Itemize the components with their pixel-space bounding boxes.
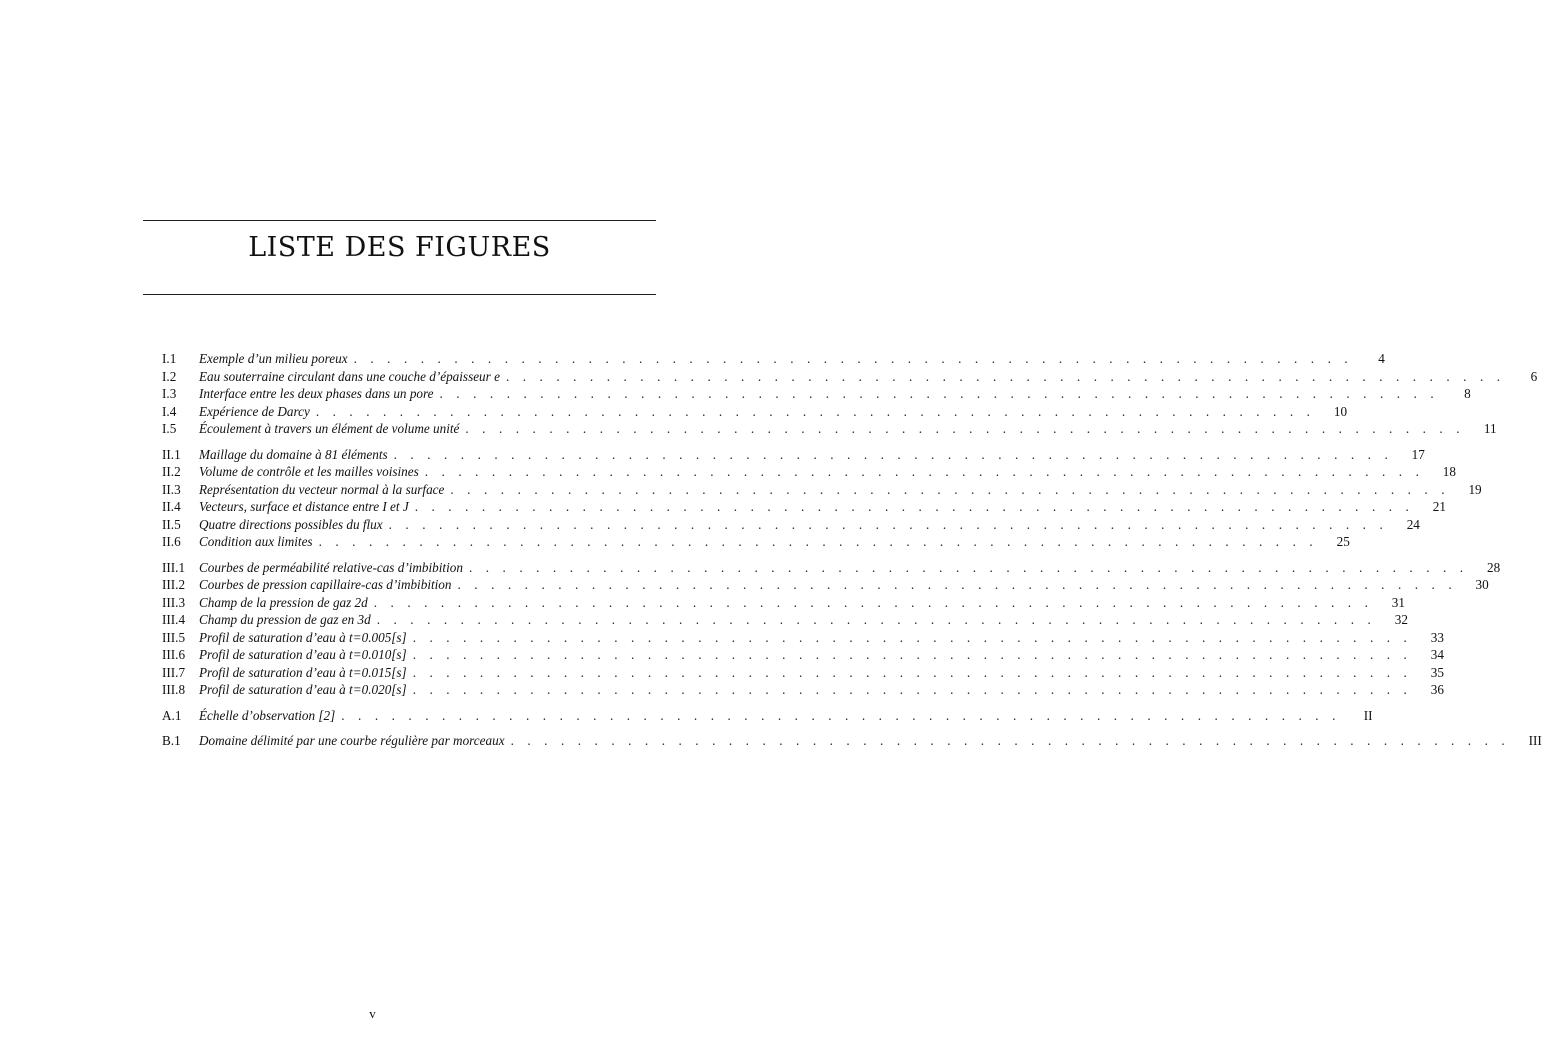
figure-number: I.4 [162,403,177,419]
figure-group [162,732,1542,750]
figure-entry[interactable] [162,350,1385,368]
page-reference: 21 [1432,499,1446,514]
figure-entry[interactable] [162,498,1446,516]
page-reference: 36 [1430,682,1444,697]
figure-caption: Champ de la pression de gaz 2d [199,594,368,610]
page-reference: 33 [1430,629,1444,645]
figure-number: II.4 [162,499,181,514]
figure-group [162,707,1373,725]
figure-caption: Vecteurs, surface et distance entre I et J [199,499,409,514]
figure-caption: Condition aux limites [199,534,313,549]
figure-caption: Domaine délimité par une courbe régulière par morceaux [199,733,505,748]
figure-number: III.8 [162,682,186,697]
figure-number: B.1 [162,733,181,748]
figure-entry[interactable] [162,594,1405,612]
page-reference: III [1528,733,1542,748]
figure-number: A.1 [162,707,182,723]
dot-leader: . . . . . . . . . . . . . . . . . . . . . . . . . . . . . . . . . . . . . . . . . . . . . . . . . . . . . . . . . . . . [376,612,1376,627]
dot-leader: . . . . . . . . . . . . . . . . . . . . . . . . . . . . . . . . . . . . . . . . . . . . . . . . . . . . . . . . . . . . [439,386,1439,401]
page-reference: 25 [1336,534,1350,549]
figure-group [162,446,1482,551]
figure-caption: Représentation du vecteur normal à la surface [199,481,445,497]
dot-leader: . . . . . . . . . . . . . . . . . . . . . . . . . . . . . . . . . . . . . . . . . . . . . . . . . . . . . . . . . . . . [465,421,1465,436]
page-reference: 19 [1468,481,1482,497]
figure-caption: Profil de saturation d’eau à t=0.020[s] [199,682,407,697]
figure-number: III.4 [162,612,186,627]
dot-leader: . . . . . . . . . . . . . . . . . . . . . . . . . . . . . . . . . . . . . . . . . . . . . . . . . . . . . . . . . . . . [414,499,1414,514]
dot-leader: . . . . . . . . . . . . . . . . . . . . . . . . . . . . . . . . . . . . . . . . . . . . . . . . . . . . . . . . . . . . [393,446,1393,462]
figure-list [162,350,1542,758]
figure-number: III.6 [162,647,186,662]
figure-entry[interactable] [162,576,1489,594]
page-reference: 17 [1411,446,1425,462]
dot-leader: . . . . . . . . . . . . . . . . . . . . . . . . . . . . . . . . . . . . . . . . . . . . . . . . . . . . . . . . . . . . [505,368,1506,384]
page-reference: 35 [1430,664,1444,680]
figure-entry[interactable] [162,611,1408,629]
dot-leader: . . . . . . . . . . . . . . . . . . . . . . . . . . . . . . . . . . . . . . . . . . . . . . . . . . . . . . . . . . . . [450,481,1450,497]
figure-entry[interactable] [162,629,1444,647]
figure-number: II.2 [162,464,181,479]
figure-group [162,350,1538,438]
figure-number: I.2 [162,368,177,384]
figure-entry[interactable] [162,385,1471,403]
dot-leader: . . . . . . . . . . . . . . . . . . . . . . . . . . . . . . . . . . . . . . . . . . . . . . . . . . . . . . . . . . . . [388,516,1388,532]
dot-leader: . . . . . . . . . . . . . . . . . . . . . . . . . . . . . . . . . . . . . . . . . . . . . . . . . . . . . . . . . . . . [315,403,1316,419]
figure-caption: Expérience de Darcy [199,403,310,419]
figure-entry[interactable] [162,446,1425,464]
page-number: v [369,1006,376,1021]
figure-entry[interactable] [162,481,1482,499]
dot-leader: . . . . . . . . . . . . . . . . . . . . . . . . . . . . . . . . . . . . . . . . . . . . . . . . . . . . . . . . . . . . [318,534,1318,549]
figure-caption: Profil de saturation d’eau à t=0.015[s] [199,664,407,680]
figure-caption: Courbes de perméabilité relative-cas d’imbibition [199,559,463,575]
figure-entry[interactable] [162,463,1456,481]
page-reference: 32 [1394,612,1408,627]
page-reference: 28 [1487,559,1501,575]
dot-leader: . . . . . . . . . . . . . . . . . . . . . . . . . . . . . . . . . . . . . . . . . . . . . . . . . . . . . . . . . . . . [424,464,1424,479]
dot-leader: . . . . . . . . . . . . . . . . . . . . . . . . . . . . . . . . . . . . . . . . . . . . . . . . . . . . . . . . . . . . [353,351,1353,366]
dot-leader: . . . . . . . . . . . . . . . . . . . . . . . . . . . . . . . . . . . . . . . . . . . . . . . . . . . . . . . . . . . . [412,629,1412,645]
page-reference: 4 [1378,351,1385,366]
page-reference: 10 [1333,403,1348,419]
page-reference: 30 [1475,577,1489,592]
figure-caption: Exemple d’un milieu poreux [199,351,348,366]
page-reference: II [1363,707,1373,723]
bottom-rule [143,294,656,295]
figure-entry[interactable] [162,732,1542,750]
page-title: LISTE DES FIGURES [248,232,551,263]
figure-number: I.3 [162,386,177,401]
dot-leader: . . . . . . . . . . . . . . . . . . . . . . . . . . . . . . . . . . . . . . . . . . . . . . . . . . . . . . . . . . . . [412,664,1412,680]
figure-group [162,559,1501,699]
figure-caption: Champ du pression de gaz en 3d [199,612,371,627]
figure-entry[interactable] [162,403,1348,421]
figure-number: II.1 [162,446,181,462]
figure-number: I.5 [162,421,177,436]
figure-entry[interactable] [162,368,1538,386]
dot-leader: . . . . . . . . . . . . . . . . . . . . . . . . . . . . . . . . . . . . . . . . . . . . . . . . . . . . . . . . . . . . [341,707,1341,723]
figure-number: I.1 [162,351,177,366]
figure-entry[interactable] [162,646,1444,664]
figure-caption: Échelle d’observation [2] [199,707,336,723]
dot-leader: . . . . . . . . . . . . . . . . . . . . . . . . . . . . . . . . . . . . . . . . . . . . . . . . . . . . . . . . . . . . [468,559,1469,575]
dot-leader: . . . . . . . . . . . . . . . . . . . . . . . . . . . . . . . . . . . . . . . . . . . . . . . . . . . . . . . . . . . . [412,682,1412,697]
figure-entry[interactable] [162,516,1420,534]
dot-leader: . . . . . . . . . . . . . . . . . . . . . . . . . . . . . . . . . . . . . . . . . . . . . . . . . . . . . . . . . . . . [510,733,1510,748]
figure-caption: Volume de contrôle et les mailles voisines [199,464,419,479]
figure-number: II.5 [162,516,181,532]
page-reference: 18 [1442,464,1456,479]
figure-caption: Écoulement à travers un élément de volume unité [199,421,460,436]
figure-entry[interactable] [162,420,1497,438]
top-rule [143,220,656,221]
figure-caption: Eau souterraine circulant dans une couche d’épaisseur e [199,368,500,384]
figure-number: III.3 [162,594,186,610]
figure-number: III.2 [162,577,186,592]
page-reference: 24 [1406,516,1420,532]
page-reference: 34 [1430,647,1444,662]
page-reference: 6 [1530,368,1538,384]
figure-caption: Interface entre les deux phases dans un pore [199,386,434,401]
figure-caption: Quatre directions possibles du flux [199,516,383,532]
figure-entry[interactable] [162,681,1444,699]
figure-number: II.6 [162,534,181,549]
dot-leader: . . . . . . . . . . . . . . . . . . . . . . . . . . . . . . . . . . . . . . . . . . . . . . . . . . . . . . . . . . . . [412,647,1412,662]
figure-caption: Profil de saturation d’eau à t=0.010[s] [199,647,407,662]
figure-number: III.7 [162,664,186,680]
dot-leader: . . . . . . . . . . . . . . . . . . . . . . . . . . . . . . . . . . . . . . . . . . . . . . . . . . . . . . . . . . . . [457,577,1457,592]
figure-caption: Profil de saturation d’eau à t=0.005[s] [199,629,407,645]
figure-number: II.3 [162,481,181,497]
figure-entry[interactable] [162,533,1350,551]
figure-caption: Maillage du domaine à 81 éléments [199,446,388,462]
dot-leader: . . . . . . . . . . . . . . . . . . . . . . . . . . . . . . . . . . . . . . . . . . . . . . . . . . . . . . . . . . . . [373,594,1373,610]
page-reference: 31 [1391,594,1405,610]
figure-number: III.1 [162,559,186,575]
figure-caption: Courbes de pression capillaire-cas d’imbibition [199,577,452,592]
page-reference: 8 [1464,386,1471,401]
page-reference: 11 [1483,421,1497,436]
figure-entry[interactable] [162,664,1444,682]
figure-entry[interactable] [162,707,1373,725]
figure-number: III.5 [162,629,186,645]
figure-entry[interactable] [162,559,1501,577]
